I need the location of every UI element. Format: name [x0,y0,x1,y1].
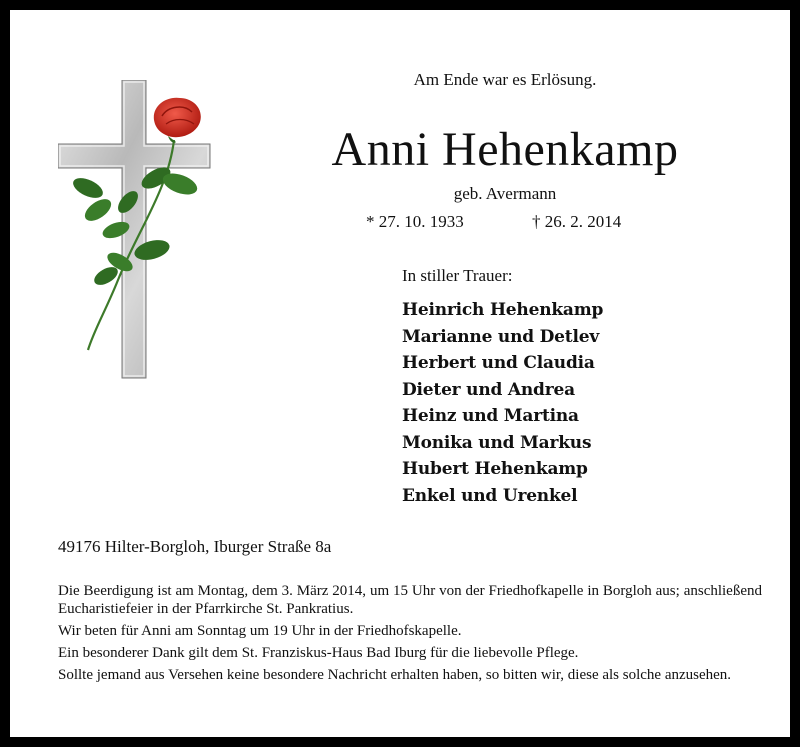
mourner-item: Hubert Hehenkamp [402,459,588,479]
motto-text: Am Ende war es Erlösung. [413,70,597,89]
mourners-list [402,297,603,509]
apology-paragraph: Sollte jemand aus Versehen keine besondere Nachricht erhalten haben, so bitten wir, diese als solche anzusehen. [58,667,732,683]
death-date: † 26. 2. 2014 [532,212,622,231]
mourning-label: In stiller Trauer: [402,266,513,285]
notice-paragraphs [58,582,762,688]
funeral-paragraph: Die Beerdigung ist am Montag, dem 3. März 2014, um 15 Uhr von der Friedhofkapelle in Borgloh aus; anschließend Eucharistiefeier in der Pfarrkirche St. Pankratius. [58,583,762,617]
address: 49176 Hilter-Borgloh, Iburger Straße 8a [58,537,332,556]
mourner-item: Monika und Markus [402,432,592,453]
prayer-paragraph: Wir beten für Anni am Sonntag um 19 Uhr in der Friedhofskapelle. [58,623,462,639]
mourner-item: Heinz und Martina [402,406,579,426]
mourner-item: Dieter und Andrea [402,379,575,400]
thanks-paragraph: Ein besonderer Dank gilt dem St. Franziskus-Haus Bad Iburg für die liebevolle Pflege. [58,645,579,661]
cross-with-rose-icon [58,80,218,380]
maiden-name: geb. Avermann [453,184,557,203]
birth-date: * 27. 10. 1933 [366,212,464,231]
mourner-item: Herbert und Claudia [402,353,595,373]
mourner-item: Heinrich Hehenkamp [402,300,604,320]
deceased-name: Anni Hehenkamp [331,123,679,176]
mourner-item: Marianne und Detlev [402,326,600,347]
mourner-item: Enkel und Urenkel [402,485,578,506]
